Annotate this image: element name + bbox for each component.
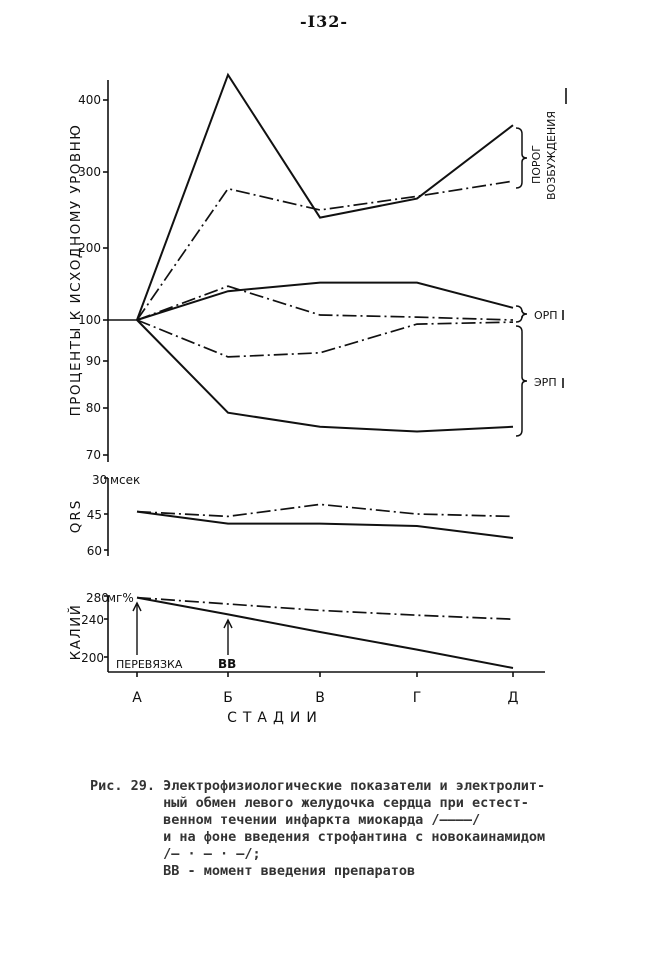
series-line-p3-1 [137,598,513,668]
y-tick-label: 60 [86,544,102,558]
annotation-injection: ВВ [218,657,237,671]
caption-line: ВВ - момент введения препаратов [90,863,416,879]
caption-line: венном течении инфаркта миокарда /————/ [90,812,481,828]
annotation-erp: ЭРП [534,376,557,389]
x-tick-label: Б [223,690,233,706]
brace-threshold [516,128,527,188]
y-tick-label: 280 [86,591,109,605]
x-tick-label: Г [412,690,422,706]
caption-line: Рис. 29. Электрофизиологические показатели и электролит- [90,778,546,794]
y-axis-title-percent: ПРОЦЕНТЫ К ИСХОДНОМУ УРОВНЮ [68,123,84,417]
x-tick-label: Д [507,690,519,706]
y-tick-label: 300 [78,165,101,179]
y-axis-title-qrs: QRS [68,498,84,534]
series-line-p2-2 [137,504,513,516]
annotation-ligation: ПЕРЕВЯЗКА [116,658,183,671]
caption-line: ный обмен левого желудочка сердца при естест- [90,795,529,811]
series-lines [137,75,513,668]
y-unit-label: мг% [107,591,134,605]
figure-caption [90,778,610,880]
annotation-threshold-2: ВОЗБУЖДЕНИЯ [545,110,558,200]
annotation-threshold-1: ПОРОГ [530,145,543,184]
x-tick-label: А [132,690,142,706]
y-tick-label: 240 [81,613,104,627]
y-tick-label: 200 [81,651,104,665]
y-axis-title-potassium: КАЛИЙ [68,603,84,661]
page-number: -I32- [299,12,349,31]
y-tick-label: 45 [86,508,102,522]
y-tick-label: 100 [78,313,101,327]
x-tick-label: В [315,690,325,706]
y-unit-label: мсек [110,473,141,487]
y-tick-label: 80 [85,401,101,415]
y-tick-label: 200 [78,241,101,255]
y-tick-label: 70 [85,448,101,462]
brace-erp [516,326,527,436]
x-axis-title: СТАДИИ [227,710,323,726]
axes [103,80,566,677]
brace-orp [516,306,527,322]
series-line-p1-5 [137,320,513,357]
y-tick-label: 90 [85,354,101,368]
caption-line: /— · — · —/; [90,846,261,862]
annotation-orp: ОРП [534,309,558,322]
caption-line: и на фоне введения строфантина с новокаинамидом [90,829,546,845]
series-line-p1-6 [137,320,513,432]
y-tick-label: 30 [92,473,108,487]
y-tick-label: 400 [78,93,101,107]
